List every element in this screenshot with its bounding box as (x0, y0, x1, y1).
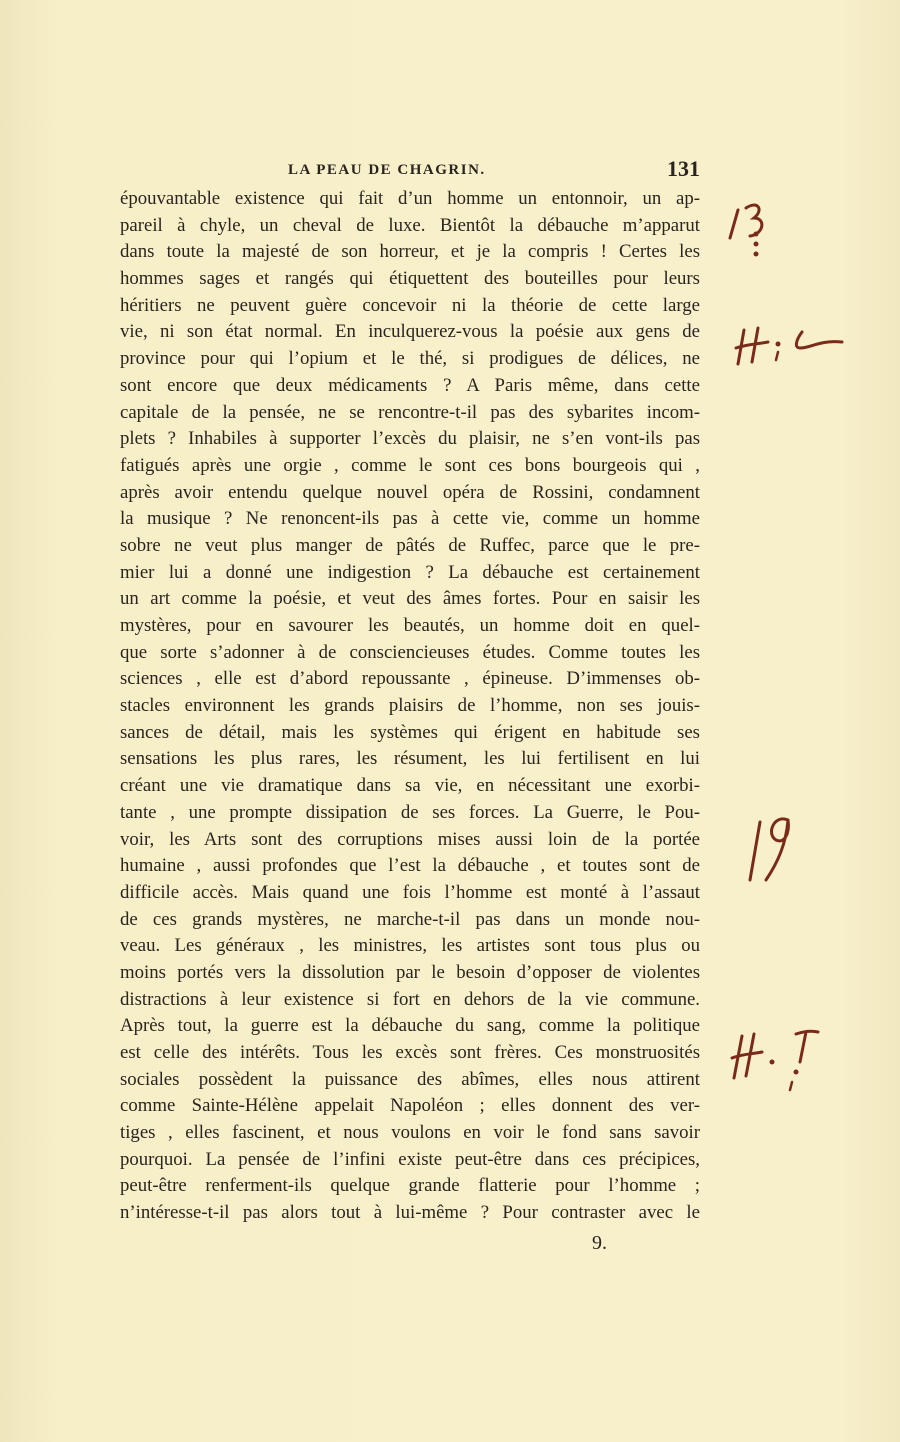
text-line: capitale de la pensée, ne se rencontre-t-il pas des sybarites incom- (120, 401, 700, 423)
text-line: héritiers ne peuvent guère concevoir ni la théorie de cette large (120, 294, 700, 316)
text-line: de ces grands mystères, ne marche-t-il pas dans un monde nou- (120, 908, 700, 930)
text-line: sciences , elle est d’abord repoussante , épineuse. D’immenses ob- (120, 668, 700, 690)
text-line: moins portés vers la dissolution par le besoin d’opposer de violentes (120, 961, 700, 983)
text-line: dans toute la majesté de son horreur, et je la compris ! Certes les (120, 241, 700, 263)
text-line: un art comme la poésie, et veut des âmes fortes. Pour en saisir les (120, 588, 700, 610)
text-line: distractions à leur existence si fort en dehors de la vie commune. (120, 988, 700, 1010)
text-line: sont encore que deux médicaments ? A Paris même, dans cette (120, 374, 700, 396)
text-line: n’intéresse-t-il pas alors tout à lui-même ? Pour contraster avec le (120, 1202, 700, 1224)
text-line: sobre ne veut plus manger de pâtés de Ruffec, parce que le pre- (120, 534, 700, 556)
text-line: vie, ni son état normal. En inculquerez-vous la poésie aux gens de (120, 321, 700, 343)
body-text (120, 186, 700, 1227)
text-line: créant une vie dramatique dans sa vie, en nécessitant une exorbi- (120, 775, 700, 797)
text-line: Après tout, la guerre est la débauche du sang, comme la politique (120, 1015, 700, 1037)
text-line: pourquoi. La pensée de l’infini existe peut-être dans ces précipices, (120, 1148, 700, 1170)
text-line: voir, les Arts sont des corruptions mises aussi loin de la portée (120, 828, 700, 850)
text-line: mier lui a donné une indigestion ? La débauche est certainement (120, 561, 700, 583)
text-line: humaine , aussi profondes que l’est la débauche , et toutes sont de (120, 855, 700, 877)
text-line: sensations les plus rares, les résument, les lui fertilisent en lui (120, 748, 700, 770)
text-line: hommes sages et rangés qui étiquettent des bouteilles pour leurs (120, 268, 700, 290)
running-title: LA PEAU DE CHAGRIN. (288, 162, 486, 178)
text-line: sances de détail, mais les systèmes qui érigent en habitude ses (120, 721, 700, 743)
text-line: sociales possèdent la puissance des abîmes, elles nous attirent (120, 1068, 700, 1090)
running-header (120, 158, 700, 188)
text-line: tiges , elles fascinent, et nous voulons en voir le fond sans savoir (120, 1122, 700, 1144)
text-line: la musique ? Ne renoncent-ils pas à cette vie, comme un homme (120, 508, 700, 530)
text-line: est celle des intérêts. Tous les excès sont frères. Ces monstruosités (120, 1042, 700, 1063)
margin-mark-3 (744, 800, 804, 890)
text-line: province pour qui l’opium et le thé, si prodigues de délices, ne (120, 348, 700, 370)
page-number: 131 (667, 156, 700, 181)
text-line: veau. Les généraux , les ministres, les artistes sont tous plus ou (120, 935, 700, 957)
margin-mark-4 (728, 1018, 838, 1098)
text-line: tante , une prompte dissipation de ses forces. La Guerre, le Pou- (120, 801, 700, 823)
signature-mark: 9. (592, 1232, 607, 1254)
text-line: plets ? Inhabiles à supporter l’excès du plaisir, ne s’en vont-ils pas (120, 428, 700, 450)
text-line: fatigués après une orgie , comme le sont ces bons bourgeois qui , (120, 454, 700, 476)
text-line: pareil à chyle, un cheval de luxe. Bientôt la débauche m’apparut (120, 214, 700, 236)
text-line: difficile accès. Mais quand une fois l’homme est monté à l’assaut (120, 881, 700, 903)
text-line: après avoir entendu quelque nouvel opéra de Rossini, condamnent (120, 481, 700, 503)
text-line: mystères, pour en savourer les beautés, un homme doit en quel- (120, 615, 700, 636)
text-line: stacles environnent les grands plaisirs de l’homme, non ses jouis- (120, 695, 700, 717)
text-line: comme Sainte-Hélène appelait Napoléon ; elles donnent des ver- (120, 1095, 700, 1117)
text-line: que sorte s’adonner à de consciencieuses études. Comme toutes les (120, 641, 700, 663)
margin-mark-2 (732, 322, 852, 372)
text-line: épouvantable existence qui fait d’un homme un entonnoir, un ap- (120, 188, 700, 209)
margin-mark-1 (720, 196, 780, 266)
text-line: peut-être renferment-ils quelque grande flatterie pour l’homme ; (120, 1175, 700, 1197)
